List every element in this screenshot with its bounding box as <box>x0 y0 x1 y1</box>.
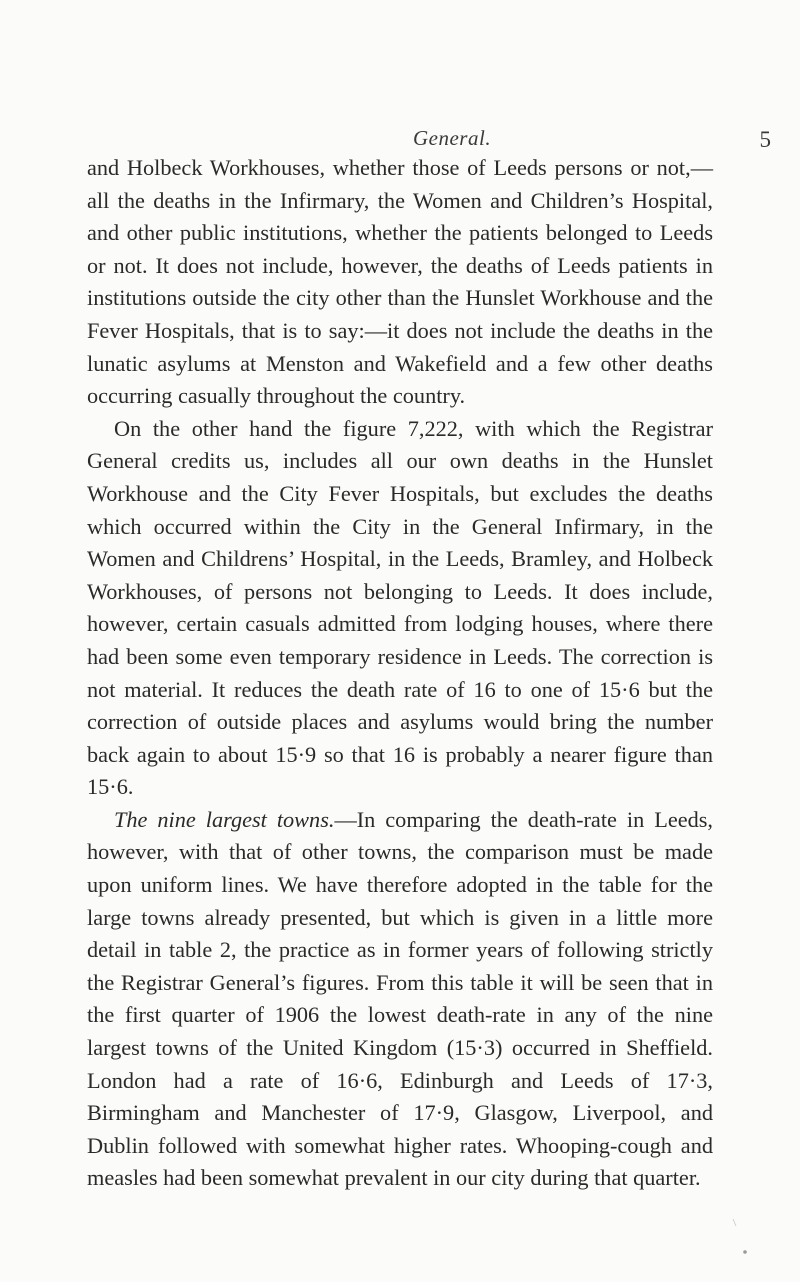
paragraph-nine-largest-towns-text: —In comparing the death-rate in Leeds, however, with that of other towns, the comparison must be made upon uniform lines. We have therefore adopted in the table for the large towns already presented, but which is given in a little more detail in table 2, the practice as in former years of following strictly the Registrar General’s figures. From this table it will be seen that in the first quarter of 1906 the lowest death-rate in any of the nine largest towns of the United Kingdom (15·3) occurred in Sheffield. London had a rate of 16·6, Edinburgh and Leeds of 17·3, Birmingham and Manchester of 17·9, Glasgow, Liverpool, and Dublin followed with somewhat higher rates. Whooping-cough and measles had been somewhat prevalent in our city during that quarter. <box>87 806 714 1191</box>
paragraph-registrar-figure: On the other hand the figure 7,222, with which the Registrar General credits us, includes all our own deaths in the Hunslet Workhouse and the City Fever Hospitals, but excludes the deaths which occurred within the City in the General Infirmary, in the Women and Childrens’ Hospital, in the Leeds, Bramley, and Holbeck Workhouses, of persons not belonging to Leeds. It does include, however, certain casuals admitted from lodging houses, where there had been some even temporary residence in Leeds. The correction is not material. It reduces the death rate of 16 to one of 15·6 but the correction of outside places and asylums would bring the number back again to about 15·9 so that 16 is probably a nearer figure than 15·6. <box>87 415 713 800</box>
paper-mark <box>733 1219 736 1226</box>
running-title: General. <box>413 126 492 150</box>
paragraph-continuation: and Holbeck Workhouses, whether those of Leeds persons or not,—all the deaths in the Infirmary, the Women and Children’s Hospital, and other public institutions, whether the patients belonged to Leeds or not. It does not include, however, the deaths of Leeds patients in institutions outside the city other than the Hunslet Workhouse and the Fever Hospitals, that is to say:—it does not include the deaths in the lunatic asylums at Menston and Wakefield and a few other deaths occurring casually throughout the country. <box>87 155 713 409</box>
page-number: 5 <box>759 127 771 152</box>
section-heading-nine-largest-towns: The nine largest towns. <box>114 806 335 832</box>
paper-speck <box>743 1250 747 1254</box>
